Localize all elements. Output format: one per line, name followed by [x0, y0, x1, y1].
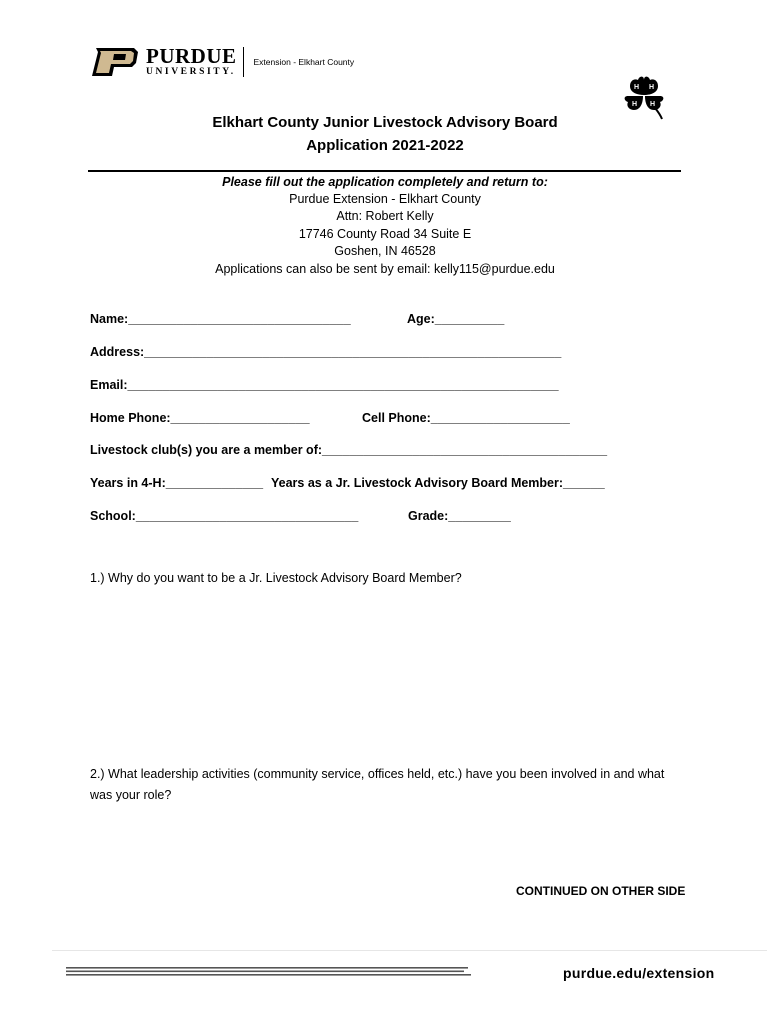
- livestock-club-field[interactable]: Livestock club(s) you are a member of:_________________________________________: [90, 443, 608, 457]
- logo-divider: [243, 47, 244, 77]
- document-title: Elkhart County Junior Livestock Advisory Board: [212, 114, 558, 131]
- question-1: 1.) Why do you want to be a Jr. Livestock Advisory Board Member?: [90, 571, 462, 585]
- return-address-street: 17746 County Road 34 Suite E: [298, 227, 472, 241]
- cell-phone-field[interactable]: Cell Phone:____________________: [362, 411, 570, 425]
- continued-notice: CONTINUED ON OTHER SIDE: [516, 884, 686, 898]
- return-address-org: Purdue Extension - Elkhart County: [289, 192, 481, 206]
- purdue-logo: [90, 46, 354, 78]
- document-subtitle: Application 2021-2022: [306, 137, 464, 154]
- email-instructions: Applications can also be sent by email: kelly115@purdue.edu: [215, 262, 555, 276]
- school-field[interactable]: School:________________________________: [90, 509, 359, 523]
- instructions-heading: Please fill out the application completely and return to:: [222, 175, 548, 189]
- footer-fine-print: [66, 966, 476, 980]
- svg-text:H: H: [634, 84, 640, 91]
- home-phone-field[interactable]: Home Phone:____________________: [90, 411, 310, 425]
- extension-label: Extension - Elkhart County: [253, 57, 355, 67]
- years-on-board-field[interactable]: Years as a Jr. Livestock Advisory Board Member:______: [271, 476, 605, 490]
- title-divider: [88, 170, 681, 172]
- svg-text:H: H: [649, 84, 655, 91]
- footer-url[interactable]: purdue.edu/extension: [563, 965, 715, 981]
- name-field[interactable]: Name:________________________________: [90, 312, 351, 326]
- return-address-attn: Attn: Robert Kelly: [336, 209, 434, 223]
- age-field[interactable]: Age:__________: [407, 312, 505, 326]
- grade-field[interactable]: Grade:_________: [408, 509, 511, 523]
- logo-university: UNIVERSITY.: [146, 67, 236, 78]
- question-2: 2.) What leadership activities (community service, offices held, etc.) have you been involved in and what was your role?: [90, 767, 665, 802]
- email-field[interactable]: Email:______________________________________________________________: [90, 378, 559, 392]
- years-in-4h-field[interactable]: Years in 4-H:______________: [90, 476, 264, 490]
- svg-text:H: H: [632, 101, 638, 108]
- purdue-p-logo-icon: [90, 46, 140, 78]
- footer-divider: [52, 950, 767, 951]
- address-field[interactable]: Address:____________________________________________________________: [90, 345, 562, 359]
- logo-wordmark: PURDUE: [146, 44, 237, 69]
- svg-text:H: H: [650, 101, 656, 108]
- return-address-city: Goshen, IN 46528: [334, 244, 436, 258]
